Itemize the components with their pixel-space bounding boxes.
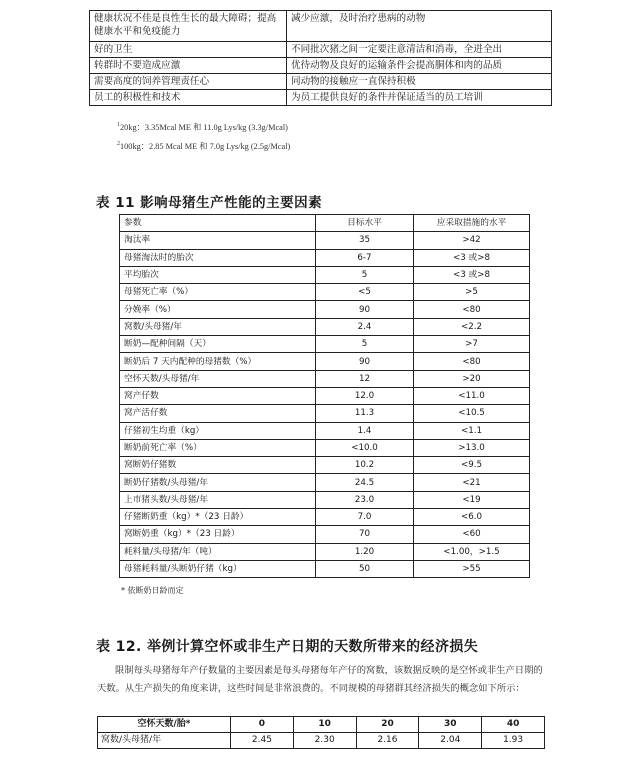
parameter-cell: 断奶后 7 天内配种的母猪数（%） <box>120 353 316 370</box>
target-cell: 11.3 <box>316 405 414 422</box>
parameter-cell: 窝断奶仔猪数 <box>120 457 316 474</box>
table-row <box>120 405 530 422</box>
parameter-cell: 断奶—配种间隔（天） <box>120 336 316 353</box>
action-level-cell: >13.0 <box>414 439 530 456</box>
target-cell: 7.0 <box>316 509 414 526</box>
action-level-cell: <11.0 <box>414 387 530 404</box>
issue-cell: 员工的积极性和技术 <box>90 90 287 106</box>
target-cell: 12.0 <box>316 387 414 404</box>
parameter-cell: 断奶前死亡率（%） <box>120 439 316 456</box>
parameter-cell: 空怀天数/头母猪/年 <box>120 370 316 387</box>
table-row <box>120 370 530 387</box>
table12-title: 表 12. 举例计算空怀或非生产日期的天数所带来的经济损失 <box>96 639 479 655</box>
table11-title: 表 11 影响母猪生产性能的主要因素 <box>96 195 323 211</box>
parameter-cell: 窝数/头母猪/年 <box>120 318 316 335</box>
table12-header-cell: 30 <box>419 717 482 733</box>
table12-header-cell: 20 <box>356 717 419 733</box>
parameter-cell: 仔猪初生均重（kg） <box>120 422 316 439</box>
table-row <box>120 560 530 577</box>
table11-header-row <box>120 215 530 232</box>
action-cell: 优待动物及良好的运输条件会提高胴体和肉的品质 <box>287 58 552 74</box>
action-level-cell: >55 <box>414 560 530 577</box>
table-row <box>120 526 530 543</box>
table12-header-row <box>98 717 545 733</box>
table-row <box>120 336 530 353</box>
parameter-cell: 母猪淘汰时的胎次 <box>120 249 316 266</box>
action-level-cell: >20 <box>414 370 530 387</box>
issue-cell: 好的卫生 <box>90 42 287 58</box>
target-cell: 12 <box>316 370 414 387</box>
table-row <box>120 474 530 491</box>
issue-cell: 转群时不要造成应激 <box>90 58 287 74</box>
footnote-2: $^2$100kg：2.85 Mcal ME 和 7.0g Lys/kg (2.5g/Mcal) <box>117 141 291 151</box>
action-level-cell: <21 <box>414 474 530 491</box>
action-level-cell: <19 <box>414 491 530 508</box>
action-level-cell: <2.2 <box>414 318 530 335</box>
target-cell: 5 <box>316 336 414 353</box>
action-level-cell: <10.5 <box>414 405 530 422</box>
table-row <box>120 301 530 318</box>
action-level-cell: >42 <box>414 232 530 249</box>
action-cell: 减少应激，及时治疗患病的动物 <box>287 11 552 42</box>
target-cell: 90 <box>316 353 414 370</box>
table12-header-cell: 0 <box>231 717 294 733</box>
target-cell: 90 <box>316 301 414 318</box>
target-cell: 70 <box>316 526 414 543</box>
target-cell: 5 <box>316 266 414 283</box>
table12-header-cell: 40 <box>482 717 545 733</box>
row-label-cell: 窝数/头母猪/年 <box>98 733 231 749</box>
value-cell: 2.45 <box>231 733 294 749</box>
target-cell: 6-7 <box>316 249 414 266</box>
action-level-cell: <1.1 <box>414 422 530 439</box>
action-level-cell: <6.0 <box>414 509 530 526</box>
action-level-cell: <80 <box>414 301 530 318</box>
table-row <box>120 543 530 560</box>
table-row <box>120 491 530 508</box>
parameter-cell: 耗料量/头母猪/年（吨） <box>120 543 316 560</box>
table11-header-cell: 目标水平 <box>316 215 414 232</box>
value-cell: 2.16 <box>356 733 419 749</box>
target-cell: 50 <box>316 560 414 577</box>
table-row <box>120 509 530 526</box>
table-row <box>120 318 530 335</box>
table11-note: * 依断奶日龄而定 <box>121 586 184 595</box>
table11-header-cell: 应采取措施的水平 <box>414 215 530 232</box>
target-cell: <5 <box>316 284 414 301</box>
table-row <box>120 353 530 370</box>
parameter-cell: 淘汰率 <box>120 232 316 249</box>
issue-cell: 需要高度的饲养管理责任心 <box>90 74 287 90</box>
target-cell: <10.0 <box>316 439 414 456</box>
target-cell: 23.0 <box>316 491 414 508</box>
action-cell: 不同批次猪之间一定要注意清洁和消毒，全进全出 <box>287 42 552 58</box>
target-cell: 1.20 <box>316 543 414 560</box>
table-row <box>120 266 530 283</box>
footnote-1: $^1$20kg：3.35Mcal ME 和 11.0g Lys/kg (3.3g/Mcal) <box>117 122 288 132</box>
target-cell: 10.2 <box>316 457 414 474</box>
action-cell: 同动物的接触应一直保持积极 <box>287 74 552 90</box>
action-level-cell: <3 或>8 <box>414 266 530 283</box>
table12-header-cell: 空怀天数/胎* <box>98 717 231 733</box>
table-row <box>98 733 545 749</box>
parameter-cell: 窝产仔数 <box>120 387 316 404</box>
parameter-cell: 母猪死亡率（%） <box>120 284 316 301</box>
table-row <box>90 90 552 106</box>
value-cell: 2.30 <box>293 733 356 749</box>
parameter-cell: 断奶仔猪数/头母猪/年 <box>120 474 316 491</box>
action-level-cell: <1.00，>1.5 <box>414 543 530 560</box>
table-row <box>120 457 530 474</box>
value-cell: 2.04 <box>419 733 482 749</box>
table-row <box>90 58 552 74</box>
parameter-cell: 母猪耗料量/头断奶仔猪（kg） <box>120 560 316 577</box>
table-row <box>120 249 530 266</box>
action-level-cell: <3 或>8 <box>414 249 530 266</box>
action-level-cell: <80 <box>414 353 530 370</box>
table-row <box>90 11 552 42</box>
table11 <box>119 214 530 578</box>
parameter-cell: 平均胎次 <box>120 266 316 283</box>
action-level-cell: <60 <box>414 526 530 543</box>
table12 <box>97 716 545 749</box>
table-row <box>120 284 530 301</box>
action-level-cell: >5 <box>414 284 530 301</box>
target-cell: 2.4 <box>316 318 414 335</box>
table-row <box>120 439 530 456</box>
target-cell: 1.4 <box>316 422 414 439</box>
parameter-cell: 仔猪断奶重（kg）*（23 日龄） <box>120 509 316 526</box>
parameter-cell: 窝断奶重（kg）*（23 日龄） <box>120 526 316 543</box>
table11-header-cell: 参数 <box>120 215 316 232</box>
action-level-cell: >7 <box>414 336 530 353</box>
table-row <box>120 387 530 404</box>
table-row <box>120 422 530 439</box>
value-cell: 1.93 <box>482 733 545 749</box>
table12-paragraph: 限制每头母猪每年产仔数量的主要因素是每头母猪每年产仔的窝数，该数据反映的是空怀或非生产日期的天数。从生产损失的角度来讲，这些时间是非常浪费的。不同规模的母猪群其经济损失的概念如下所示： <box>97 665 543 694</box>
table-row <box>90 74 552 90</box>
target-cell: 35 <box>316 232 414 249</box>
table-row <box>120 232 530 249</box>
target-cell: 24.5 <box>316 474 414 491</box>
table12-header-cell: 10 <box>293 717 356 733</box>
issue-cell: 健康状况不佳是良性生长的最大障碍；提高健康水平和免疫能力 <box>90 11 287 42</box>
table-row <box>90 42 552 58</box>
management-table <box>89 10 552 106</box>
action-cell: 为员工提供良好的条件并保证适当的员工培训 <box>287 90 552 106</box>
parameter-cell: 分娩率（%） <box>120 301 316 318</box>
action-level-cell: <9.5 <box>414 457 530 474</box>
parameter-cell: 窝产活仔数 <box>120 405 316 422</box>
parameter-cell: 上市猪头数/头母猪/年 <box>120 491 316 508</box>
